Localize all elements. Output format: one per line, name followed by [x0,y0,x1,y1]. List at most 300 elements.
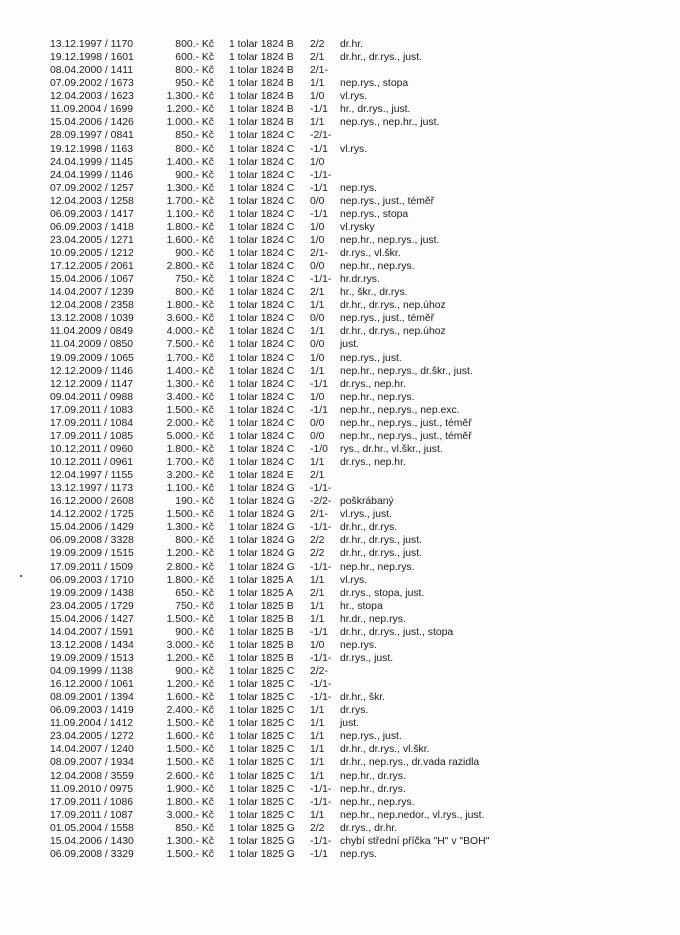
record-date: 06.09.2008 / 3329 [50,848,134,860]
record-price: 1.500.- Kč [166,757,214,769]
record-price: 1.700.- Kč [166,352,214,364]
record-price: 1.600.- Kč [166,731,214,743]
record-coin-type: 1 tolar 1824 G [229,483,295,495]
table-row [0,835,680,848]
record-note: rys., dr.hr., vl.škr., just. [340,443,443,455]
record-price: 600.- Kč [175,52,214,64]
table-row [0,129,680,142]
record-coin-type: 1 tolar 1824 B [229,104,294,116]
record-date: 23.04.2005 / 1729 [50,600,134,612]
record-grade: 1/1 [310,705,325,717]
record-price: 1.500.- Kč [166,509,214,521]
record-note: dr.hr., dr.rys., just. [340,52,422,64]
record-coin-type: 1 tolar 1825 G [229,848,295,860]
table-row [0,770,680,783]
record-price: 1.300.- Kč [166,522,214,534]
record-note: hr., škr., dr.rys. [340,287,408,299]
record-date: 06.09.2008 / 3328 [50,535,134,547]
record-coin-type: 1 tolar 1824 C [229,339,295,351]
table-row [0,626,680,639]
record-price: 1.400.- Kč [166,365,214,377]
record-grade: 2/1- [310,509,328,521]
record-price: 1.300.- Kč [166,182,214,194]
record-coin-type: 1 tolar 1824 C [229,417,295,429]
record-date: 11.09.2004 / 1412 [50,718,134,730]
table-row [0,51,680,64]
record-coin-type: 1 tolar 1825 G [229,822,295,834]
record-note: dr.hr., dr.rys., just. [340,548,422,560]
record-note: poškrábaný [340,496,394,508]
record-price: 900.- Kč [175,248,214,259]
record-grade: 2/2- [310,666,328,677]
record-grade: -1/1- [310,561,332,573]
record-date: 12.04.2008 / 3559 [50,770,134,782]
record-price: 2.600.- Kč [166,770,214,782]
record-date: 15.04.2006 / 1067 [50,274,134,286]
record-grade: 0/0 [310,195,325,207]
record-price: 5.000.- Kč [166,430,214,442]
record-grade: 2/1 [310,287,325,299]
record-note: dr.hr., dr.rys., nep.úhoz [340,326,446,338]
record-price: 1.300.- Kč [166,835,214,847]
record-note: just. [340,339,360,351]
record-note: nep.hr., nep.rys., nep.exc. [340,404,460,416]
record-coin-type: 1 tolar 1824 G [229,496,295,508]
record-coin-type: 1 tolar 1824 C [229,248,295,259]
record-note: nep.rys. [340,639,377,651]
record-grade: 1/1 [310,757,325,769]
record-grade: -1/1- [310,169,332,181]
record-grade: 2/1- [310,248,328,259]
table-row [0,652,680,665]
record-coin-type: 1 tolar 1824 C [229,156,295,168]
record-date: 14.04.2007 / 1240 [50,744,134,756]
record-coin-type: 1 tolar 1824 C [229,169,295,181]
record-price: 3.000.- Kč [166,809,214,821]
record-price: 1.800.- Kč [166,221,214,233]
table-row [0,809,680,822]
table-row [0,391,680,404]
record-date: 24.04.1999 / 1145 [50,156,134,168]
record-date: 15.04.2006 / 1426 [50,117,134,129]
record-note: vl.rys. [340,91,368,103]
table-row [0,613,680,626]
record-coin-type: 1 tolar 1825 A [229,574,294,586]
record-date: 10.12.2011 / 0960 [50,443,134,455]
table-row [0,482,680,495]
record-price: 2.400.- Kč [166,705,214,717]
record-grade: 1/0 [310,221,325,233]
table-row [0,365,680,378]
record-date: 11.09.2004 / 1699 [50,104,134,116]
record-note: dr.rys., nep.hr. [340,457,406,468]
record-coin-type: 1 tolar 1824 C [229,287,295,299]
record-coin-type: 1 tolar 1824 E [229,470,294,482]
record-date: 19.12.1998 / 1601 [50,52,134,64]
record-coin-type: 1 tolar 1824 C [229,430,295,442]
record-coin-type: 1 tolar 1825 B [229,639,294,651]
record-grade: -1/1 [310,104,328,116]
record-grade: 1/0 [310,234,325,246]
record-coin-type: 1 tolar 1824 G [229,548,295,560]
record-date: 10.12.2011 / 0961 [50,457,134,468]
record-date: 17.09.2011 / 1084 [50,417,134,429]
record-note: nep.rys., just. [340,352,402,364]
record-coin-type: 1 tolar 1825 C [229,770,295,782]
record-price: 750.- Kč [175,274,214,286]
record-date: 12.04.2008 / 2358 [50,300,134,312]
record-date: 19.09.2009 / 1515 [50,548,134,560]
record-date: 12.04.2003 / 1258 [50,195,134,207]
table-row [0,221,680,234]
record-price: 1.500.- Kč [166,613,214,625]
record-date: 15.04.2006 / 1430 [50,835,134,847]
record-grade: -1/1 [310,626,328,638]
record-note: nep.hr., dr.rys. [340,783,406,795]
record-coin-type: 1 tolar 1825 C [229,809,295,821]
table-row [0,783,680,796]
record-note: nep.hr., nep.rys., just., téměř [340,430,472,442]
table-row [0,312,680,325]
table-row [0,756,680,769]
record-price: 800.- Kč [175,65,214,77]
record-note: nep.hr., dr.rys. [340,770,406,782]
table-row [0,378,680,391]
table-row [0,469,680,482]
record-price: 1.200.- Kč [166,104,214,116]
record-date: 19.09.2009 / 1438 [50,587,134,599]
record-note: nep.rys., nep.hr., just. [340,117,440,129]
record-coin-type: 1 tolar 1824 C [229,443,295,455]
record-grade: 2/1 [310,587,325,599]
record-coin-type: 1 tolar 1825 B [229,613,294,625]
record-grade: 2/1 [310,52,325,64]
record-grade: 0/0 [310,339,325,351]
table-row [0,521,680,534]
stray-mark [20,575,22,577]
record-grade: 0/0 [310,261,325,273]
record-note: vl.rys. [340,574,368,586]
record-price: 2.000.- Kč [166,417,214,429]
record-coin-type: 1 tolar 1824 G [229,509,295,521]
table-row [0,587,680,600]
record-coin-type: 1 tolar 1824 C [229,208,295,220]
record-note: nep.hr., nep.rys. [340,796,415,808]
record-grade: -1/1- [310,274,332,286]
record-note: dr.rys., just. [340,652,394,664]
record-grade: 1/1 [310,78,325,90]
record-grade: 1/1 [310,300,325,312]
table-row [0,286,680,299]
table-row [0,182,680,195]
record-date: 11.04.2009 / 0850 [50,339,134,351]
record-grade: 0/0 [310,430,325,442]
record-date: 17.12.2005 / 2061 [50,261,134,273]
record-date: 06.09.2003 / 1419 [50,705,134,717]
record-price: 800.- Kč [175,39,214,50]
table-row [0,534,680,547]
table-row [0,38,680,51]
record-date: 28.09.1997 / 0841 [50,130,134,142]
record-price: 3.400.- Kč [166,391,214,403]
table-row [0,208,680,221]
record-date: 13.12.2008 / 1039 [50,313,134,325]
record-grade: -1/1 [310,404,328,416]
record-coin-type: 1 tolar 1824 C [229,221,295,233]
record-date: 17.09.2011 / 1083 [50,404,134,416]
record-grade: -2/1- [310,130,332,142]
record-grade: 1/0 [310,156,325,168]
record-coin-type: 1 tolar 1824 C [229,143,295,155]
record-note: dr.hr. [340,39,364,50]
record-price: 900.- Kč [175,666,214,677]
record-coin-type: 1 tolar 1824 B [229,65,294,77]
table-row [0,64,680,77]
record-price: 1.200.- Kč [166,548,214,560]
record-price: 900.- Kč [175,169,214,181]
record-date: 15.04.2006 / 1429 [50,522,134,534]
record-coin-type: 1 tolar 1825 B [229,652,294,664]
record-grade: -1/1- [310,522,332,534]
table-row [0,247,680,260]
record-coin-type: 1 tolar 1824 B [229,117,294,129]
record-date: 08.09.2007 / 1934 [50,757,134,769]
record-note: dr.rys. [340,705,369,717]
record-price: 3.600.- Kč [166,313,214,325]
record-coin-type: 1 tolar 1825 C [229,757,295,769]
table-row [0,169,680,182]
record-date: 13.12.1997 / 1173 [50,483,134,495]
record-note: nep.rys., stopa [340,208,409,220]
record-grade: -1/1- [310,652,332,664]
record-date: 07.09.2002 / 1257 [50,182,134,194]
record-grade: 2/1- [310,65,328,77]
record-date: 16.12.2000 / 1061 [50,679,134,691]
record-coin-type: 1 tolar 1824 C [229,261,295,273]
record-price: 3.000.- Kč [166,639,214,651]
record-date: 01.05.2004 / 1558 [50,822,134,834]
record-coin-type: 1 tolar 1825 C [229,796,295,808]
record-coin-type: 1 tolar 1824 C [229,130,295,142]
record-date: 13.12.2008 / 1434 [50,639,134,651]
record-note: nep.rys., just., téměř [340,195,435,207]
record-grade: -1/1 [310,848,328,860]
record-grade: -1/1 [310,143,328,155]
record-grade: -1/1- [310,692,332,704]
record-coin-type: 1 tolar 1824 C [229,234,295,246]
table-row [0,325,680,338]
record-coin-type: 1 tolar 1824 B [229,39,294,50]
record-coin-type: 1 tolar 1824 C [229,378,295,390]
record-price: 4.000.- Kč [166,326,214,338]
record-note: nep.rys. [340,848,377,860]
record-coin-type: 1 tolar 1824 C [229,352,295,364]
record-coin-type: 1 tolar 1824 C [229,326,295,338]
record-coin-type: 1 tolar 1825 C [229,783,295,795]
record-note: dr.hr., nep.rys., dr.vada razidla [340,757,480,769]
record-price: 2.800.- Kč [166,261,214,273]
record-grade: 1/1 [310,326,325,338]
record-date: 24.04.1999 / 1146 [50,169,134,181]
record-coin-type: 1 tolar 1825 A [229,587,294,599]
table-row [0,574,680,587]
record-price: 650.- Kč [175,587,214,599]
record-note: nep.rys., stopa [340,78,409,90]
table-row [0,234,680,247]
table-row [0,90,680,103]
table-row [0,103,680,116]
record-grade: 1/1 [310,718,325,730]
record-date: 23.04.2005 / 1272 [50,731,134,743]
table-row [0,273,680,286]
record-note: nep.hr., nep.rys. [340,261,415,273]
record-grade: 1/1 [310,731,325,743]
record-note: hr., dr.rys., just. [340,104,411,116]
record-coin-type: 1 tolar 1824 C [229,182,295,194]
table-row [0,547,680,560]
record-grade: 2/1 [310,470,325,482]
record-coin-type: 1 tolar 1825 C [229,666,295,677]
record-price: 1.300.- Kč [166,91,214,103]
record-coin-type: 1 tolar 1824 G [229,535,295,547]
record-note: nep.hr., nep.rys. [340,561,415,573]
record-grade: 2/2 [310,822,325,834]
record-price: 800.- Kč [175,143,214,155]
record-note: dr.hr., dr.rys., just. [340,535,422,547]
record-note: hr., stopa [340,600,383,612]
table-row [0,639,680,652]
record-date: 10.09.2005 / 1212 [50,248,134,259]
record-coin-type: 1 tolar 1825 G [229,835,295,847]
record-note: nep.rys. [340,182,377,194]
record-grade: -1/1- [310,483,332,495]
record-date: 14.12.2002 / 1725 [50,509,134,521]
record-price: 1.600.- Kč [166,234,214,246]
record-date: 23.04.2005 / 1271 [50,234,134,246]
record-price: 1.700.- Kč [166,457,214,468]
record-note: dr.rys., stopa, just. [340,587,425,599]
record-note: hr.dr.rys. [340,274,380,286]
record-note: vl.rysky [340,221,375,233]
record-price: 1.500.- Kč [166,744,214,756]
record-grade: -1/1- [310,783,332,795]
table-row [0,195,680,208]
record-date: 19.09.2009 / 1513 [50,652,134,664]
table-row [0,116,680,129]
record-coin-type: 1 tolar 1825 C [229,705,295,717]
record-price: 850.- Kč [175,130,214,142]
table-row [0,430,680,443]
record-price: 1.600.- Kč [166,692,214,704]
record-date: 19.12.1998 / 1163 [50,143,134,155]
record-coin-type: 1 tolar 1825 B [229,600,294,612]
record-note: dr.hr., škr. [340,692,386,704]
record-price: 750.- Kč [175,600,214,612]
record-note: nep.hr., nep.rys., just. [340,234,440,246]
record-price: 1.200.- Kč [166,652,214,664]
record-note: dr.hr., dr.rys., just., stopa [340,626,454,638]
record-date: 12.04.2003 / 1623 [50,91,134,103]
record-grade: 1/0 [310,391,325,403]
record-date: 17.09.2011 / 1087 [50,809,134,821]
record-price: 1.000.- Kč [166,117,214,129]
table-row [0,717,680,730]
record-coin-type: 1 tolar 1825 C [229,731,295,743]
record-grade: 1/1 [310,744,325,756]
table-row [0,796,680,809]
record-coin-type: 1 tolar 1824 C [229,404,295,416]
table-row [0,730,680,743]
record-date: 06.09.2003 / 1710 [50,574,134,586]
record-note: nep.hr., nep.rys. [340,391,415,403]
record-note: dr.hr., dr.rys. [340,522,398,534]
record-coin-type: 1 tolar 1825 C [229,679,295,691]
record-grade: -1/1 [310,182,328,194]
table-row [0,417,680,430]
table-row [0,678,680,691]
record-note: dr.rys., nep.hr. [340,378,406,390]
record-date: 08.04.2000 / 1411 [50,65,134,77]
record-price: 950.- Kč [175,78,214,90]
table-row [0,508,680,521]
record-price: 1.200.- Kč [166,679,214,691]
record-date: 07.09.2002 / 1673 [50,78,134,90]
record-grade: 0/0 [310,313,325,325]
record-grade: 1/1 [310,809,325,821]
record-date: 12.12.2009 / 1147 [50,378,134,390]
table-row [0,143,680,156]
record-grade: 1/1 [310,770,325,782]
table-row [0,156,680,169]
record-price: 190.- Kč [175,496,214,508]
record-date: 11.09.2010 / 0975 [50,783,134,795]
auction-records-table [0,38,680,861]
table-row [0,600,680,613]
record-date: 15.04.2006 / 1427 [50,613,134,625]
record-price: 1.400.- Kč [166,156,214,168]
table-row [0,260,680,273]
record-price: 1.900.- Kč [166,783,214,795]
record-coin-type: 1 tolar 1825 C [229,692,295,704]
record-note: nep.rys., just., téměř [340,313,435,325]
table-row [0,352,680,365]
record-price: 1.700.- Kč [166,195,214,207]
record-grade: -2/2- [310,496,332,508]
table-row [0,404,680,417]
table-row [0,77,680,90]
record-grade: -1/1 [310,378,328,390]
record-coin-type: 1 tolar 1824 C [229,391,295,403]
record-price: 800.- Kč [175,287,214,299]
record-date: 14.04.2007 / 1591 [50,626,134,638]
record-coin-type: 1 tolar 1824 C [229,195,295,207]
record-note: nep.hr., nep.rys., just., téměř [340,417,472,429]
record-coin-type: 1 tolar 1824 C [229,313,295,325]
record-note: vl.rys. [340,143,368,155]
record-date: 12.12.2009 / 1146 [50,365,134,377]
table-row [0,456,680,469]
record-note: dr.hr., dr.rys., nep.úhoz [340,300,446,312]
record-note: nep.hr., nep.nedor., vl.rys., just. [340,809,485,821]
record-price: 1.300.- Kč [166,378,214,390]
record-grade: 1/1 [310,365,325,377]
record-coin-type: 1 tolar 1824 B [229,91,294,103]
record-date: 11.04.2009 / 0849 [50,326,134,338]
record-note: hr.dr., nep.rys. [340,613,406,625]
record-grade: 1/0 [310,352,325,364]
table-row [0,848,680,861]
record-price: 1.800.- Kč [166,443,214,455]
